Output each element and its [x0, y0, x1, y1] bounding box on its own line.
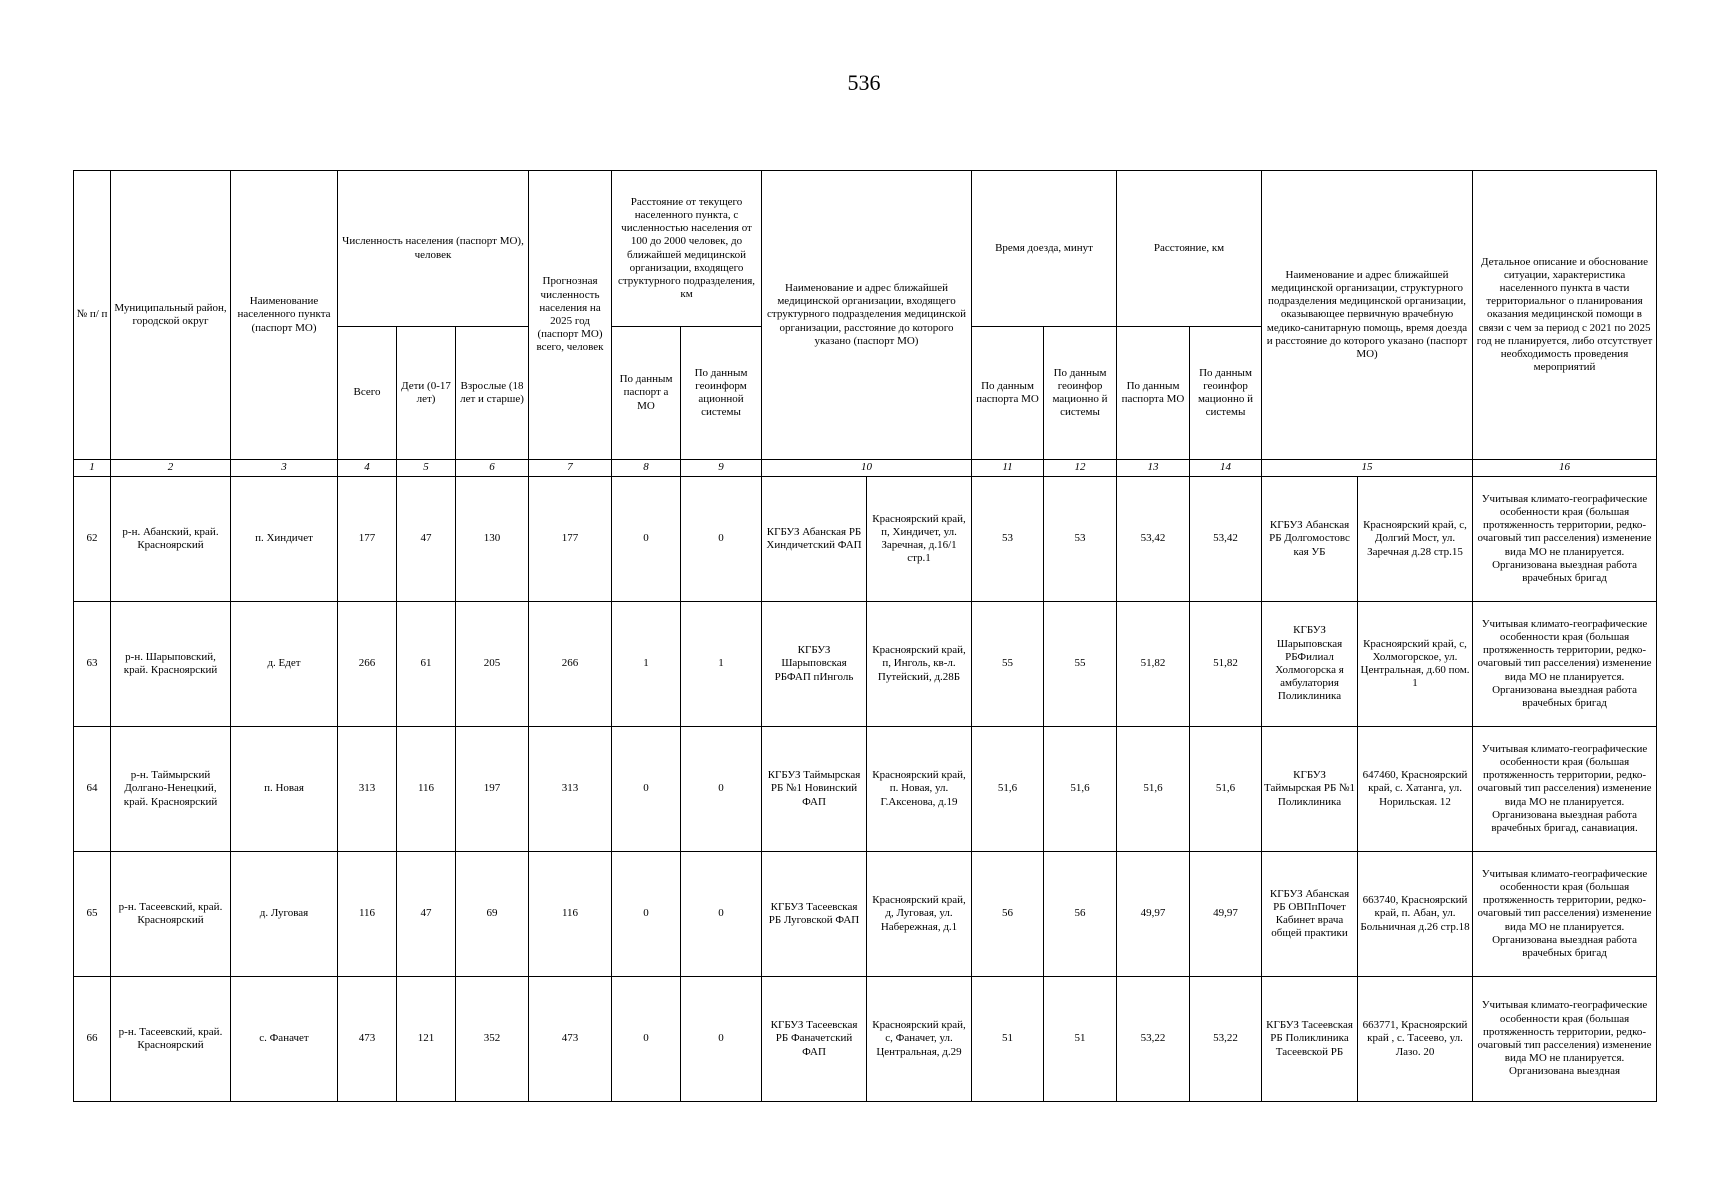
total-cell: 177 [338, 477, 397, 602]
mo-address-cell: Красноярский край, п. Новая, ул. Г.Аксенова, д.19 [867, 727, 972, 852]
column-number: 1 [74, 460, 111, 477]
children-cell: 121 [397, 977, 456, 1102]
header-adults: Взрослые (18 лет и старше) [456, 327, 529, 460]
header-distance-current: Расстояние от текущего населенного пункта, с численностью населения от 100 до 2000 человек, до ближайшей медицинской организации, входящего структурного подразделения, км [612, 171, 762, 327]
header-km-gis: По данным геоинфор мационно й системы [1190, 327, 1262, 460]
header-nearest-mo: Наименование и адрес ближайшей медицинской организации, входящего структурного подразделения медицинской организации, расстояние до которого указано (паспорт МО) [762, 171, 972, 460]
column-number: 13 [1117, 460, 1190, 477]
dist-gis-cell: 0 [681, 727, 762, 852]
primary-care-address-cell: Красноярский край, с, Холмогорское, ул. Центральная, д.60 пом. 1 [1358, 602, 1473, 727]
row-number: 66 [74, 977, 111, 1102]
km-gis-cell: 53,42 [1190, 477, 1262, 602]
settlement-cell: п. Новая [231, 727, 338, 852]
settlement-cell: с. Фаначет [231, 977, 338, 1102]
header-children: Дети (0-17 лет) [397, 327, 456, 460]
header-settlement: Наименование населенного пункта (паспорт МО) [231, 171, 338, 460]
forecast-cell: 473 [529, 977, 612, 1102]
children-cell: 61 [397, 602, 456, 727]
children-cell: 47 [397, 477, 456, 602]
time-passport-cell: 55 [972, 602, 1044, 727]
forecast-cell: 177 [529, 477, 612, 602]
time-passport-cell: 53 [972, 477, 1044, 602]
header-dist-gis: По данным геоинформ ационной системы [681, 327, 762, 460]
primary-care-name-cell: КГБУЗ Шарыповская РБФилиал Холмогорска я амбулатория Поликлиника [1262, 602, 1358, 727]
km-gis-cell: 51,6 [1190, 727, 1262, 852]
adults-cell: 205 [456, 602, 529, 727]
km-passport-cell: 51,6 [1117, 727, 1190, 852]
time-gis-cell: 56 [1044, 852, 1117, 977]
km-passport-cell: 53,22 [1117, 977, 1190, 1102]
adults-cell: 69 [456, 852, 529, 977]
header-description: Детальное описание и обоснование ситуации, характеристика населенного пункта в части территориальног о планирования оказания медицинской помощи в связи с чем за период с 2021 по 2025 год не планируется, либо отсутствует необходимость проведения мероприятий [1473, 171, 1657, 460]
forecast-cell: 313 [529, 727, 612, 852]
district-cell: р-н. Таймырский Долгано-Ненецкий, край. Красноярский [111, 727, 231, 852]
column-number: 2 [111, 460, 231, 477]
time-passport-cell: 56 [972, 852, 1044, 977]
column-number: 5 [397, 460, 456, 477]
medical-organizations-table [73, 170, 1657, 1102]
row-number: 65 [74, 852, 111, 977]
time-passport-cell: 51,6 [972, 727, 1044, 852]
primary-care-name-cell: КГБУЗ Таймырская РБ №1 Поликлиника [1262, 727, 1358, 852]
adults-cell: 197 [456, 727, 529, 852]
time-gis-cell: 53 [1044, 477, 1117, 602]
column-number: 7 [529, 460, 612, 477]
primary-care-name-cell: КГБУЗ Абанская РБ ОВПпПочет Кабинет врача общей практики [1262, 852, 1358, 977]
time-passport-cell: 51 [972, 977, 1044, 1102]
description-cell: Учитывая климато-географические особенности края (большая протяженность территории, редко-очаговый тип расселения) изменение вида МО не планируется. Организована выездная [1473, 977, 1657, 1102]
primary-care-address-cell: Красноярский край, с, Долгий Мост, ул. Заречная д.28 стр.15 [1358, 477, 1473, 602]
mo-name-cell: КГБУЗ Абанская РБ Хиндичетский ФАП [762, 477, 867, 602]
km-passport-cell: 53,42 [1117, 477, 1190, 602]
dist-passport-cell: 0 [612, 977, 681, 1102]
children-cell: 47 [397, 852, 456, 977]
header-forecast: Прогнозная численность населения на 2025 год (паспорт МО) всего, человек [529, 171, 612, 460]
children-cell: 116 [397, 727, 456, 852]
mo-address-cell: Красноярский край, п, Инголь, кв-л. Путейский, д.28Б [867, 602, 972, 727]
header-primary-care: Наименование и адрес ближайшей медицинской организации, структурного подразделения медицинской организации, оказывающее первичную врачебную медико-санитарную помощь, время доезда и расстояние до которого указано (паспорт МО) [1262, 171, 1473, 460]
description-cell: Учитывая климато-географические особенности края (большая протяженность территории, редко-очаговый тип расселения) изменение вида МО не планируется. Организована выездная работа врачебных бригад [1473, 852, 1657, 977]
dist-gis-cell: 0 [681, 852, 762, 977]
header-total: Всего [338, 327, 397, 460]
header-distance-km: Расстояние, км [1117, 171, 1262, 327]
total-cell: 313 [338, 727, 397, 852]
description-cell: Учитывая климато-географические особенности края (большая протяженность территории, редко-очаговый тип расселения) изменение вида МО не планируется. Организована выездная работа врачебных бригад [1473, 602, 1657, 727]
table-row [74, 852, 1657, 977]
total-cell: 473 [338, 977, 397, 1102]
dist-gis-cell: 0 [681, 477, 762, 602]
mo-name-cell: КГБУЗ Таймырская РБ №1 Новинский ФАП [762, 727, 867, 852]
header-dist-passport: По данным паспорт а МО [612, 327, 681, 460]
header-travel-time: Время доезда, минут [972, 171, 1117, 327]
dist-passport-cell: 0 [612, 852, 681, 977]
dist-passport-cell: 1 [612, 602, 681, 727]
row-number: 64 [74, 727, 111, 852]
column-number: 3 [231, 460, 338, 477]
km-gis-cell: 53,22 [1190, 977, 1262, 1102]
description-cell: Учитывая климато-географические особенности края (большая протяженность территории, редко-очаговый тип расселения) изменение вида МО не планируется. Организована выездная работа врачебных бригад [1473, 477, 1657, 602]
adults-cell: 352 [456, 977, 529, 1102]
primary-care-address-cell: 663771, Красноярский край , с. Тасеево, ул. Лазо. 20 [1358, 977, 1473, 1102]
dist-passport-cell: 0 [612, 727, 681, 852]
adults-cell: 130 [456, 477, 529, 602]
time-gis-cell: 55 [1044, 602, 1117, 727]
district-cell: р-н. Тасеевский, край. Красноярский [111, 852, 231, 977]
column-number-row [74, 460, 1657, 477]
primary-care-address-cell: 663740, Красноярский край, п. Абан, ул. Больничная д.26 стр.18 [1358, 852, 1473, 977]
table-row [74, 727, 1657, 852]
row-number: 63 [74, 602, 111, 727]
settlement-cell: д. Едет [231, 602, 338, 727]
column-number: 4 [338, 460, 397, 477]
time-gis-cell: 51 [1044, 977, 1117, 1102]
settlement-cell: п. Хиндичет [231, 477, 338, 602]
km-gis-cell: 49,97 [1190, 852, 1262, 977]
time-gis-cell: 51,6 [1044, 727, 1117, 852]
header-time-gis: По данным геоинфор мационно й системы [1044, 327, 1117, 460]
column-number: 11 [972, 460, 1044, 477]
dist-passport-cell: 0 [612, 477, 681, 602]
column-number: 12 [1044, 460, 1117, 477]
dist-gis-cell: 0 [681, 977, 762, 1102]
primary-care-name-cell: КГБУЗ Тасеевская РБ Поликлиника Тасеевской РБ [1262, 977, 1358, 1102]
total-cell: 116 [338, 852, 397, 977]
mo-address-cell: Красноярский край, с, Фаначет, ул. Центральная, д.29 [867, 977, 972, 1102]
column-number: 8 [612, 460, 681, 477]
header-km-passport: По данным паспорта МО [1117, 327, 1190, 460]
table-row [74, 477, 1657, 602]
column-number: 9 [681, 460, 762, 477]
mo-name-cell: КГБУЗ Тасеевская РБ Фаначетский ФАП [762, 977, 867, 1102]
mo-name-cell: КГБУЗ Тасеевская РБ Луговской ФАП [762, 852, 867, 977]
header-district: Муниципальный район, городской округ [111, 171, 231, 460]
forecast-cell: 116 [529, 852, 612, 977]
district-cell: р-н. Абанский, край. Красноярский [111, 477, 231, 602]
column-number: 10 [762, 460, 972, 477]
km-gis-cell: 51,82 [1190, 602, 1262, 727]
header-population: Численность населения (паспорт МО), человек [338, 171, 529, 327]
km-passport-cell: 51,82 [1117, 602, 1190, 727]
mo-address-cell: Красноярский край, п, Хиндичет, ул. Заречная, д.16/1 стр.1 [867, 477, 972, 602]
header-time-passport: По данным паспорта МО [972, 327, 1044, 460]
column-number: 16 [1473, 460, 1657, 477]
primary-care-address-cell: 647460, Красноярский край, с. Хатанга, ул. Норильская. 12 [1358, 727, 1473, 852]
header-number: № п/ п [74, 171, 111, 460]
column-number: 15 [1262, 460, 1473, 477]
page-number: 536 [847, 70, 881, 95]
column-number: 14 [1190, 460, 1262, 477]
row-number: 62 [74, 477, 111, 602]
mo-address-cell: Красноярский край, д, Луговая, ул. Набережная, д.1 [867, 852, 972, 977]
km-passport-cell: 49,97 [1117, 852, 1190, 977]
forecast-cell: 266 [529, 602, 612, 727]
district-cell: р-н. Тасеевский, край. Красноярский [111, 977, 231, 1102]
table-row [74, 977, 1657, 1102]
description-cell: Учитывая климато-географические особенности края (большая протяженность территории, редко-очаговый тип расселения) изменение вида МО не планируется. Организована выездная работа врачебных бригад, санавиация. [1473, 727, 1657, 852]
primary-care-name-cell: КГБУЗ Абанская РБ Долгомостовс кая УБ [1262, 477, 1358, 602]
district-cell: р-н. Шарыповский, край. Красноярский [111, 602, 231, 727]
column-number: 6 [456, 460, 529, 477]
total-cell: 266 [338, 602, 397, 727]
mo-name-cell: КГБУЗ Шарыповская РБФАП пИнголь [762, 602, 867, 727]
dist-gis-cell: 1 [681, 602, 762, 727]
table-row [74, 602, 1657, 727]
settlement-cell: д. Луговая [231, 852, 338, 977]
